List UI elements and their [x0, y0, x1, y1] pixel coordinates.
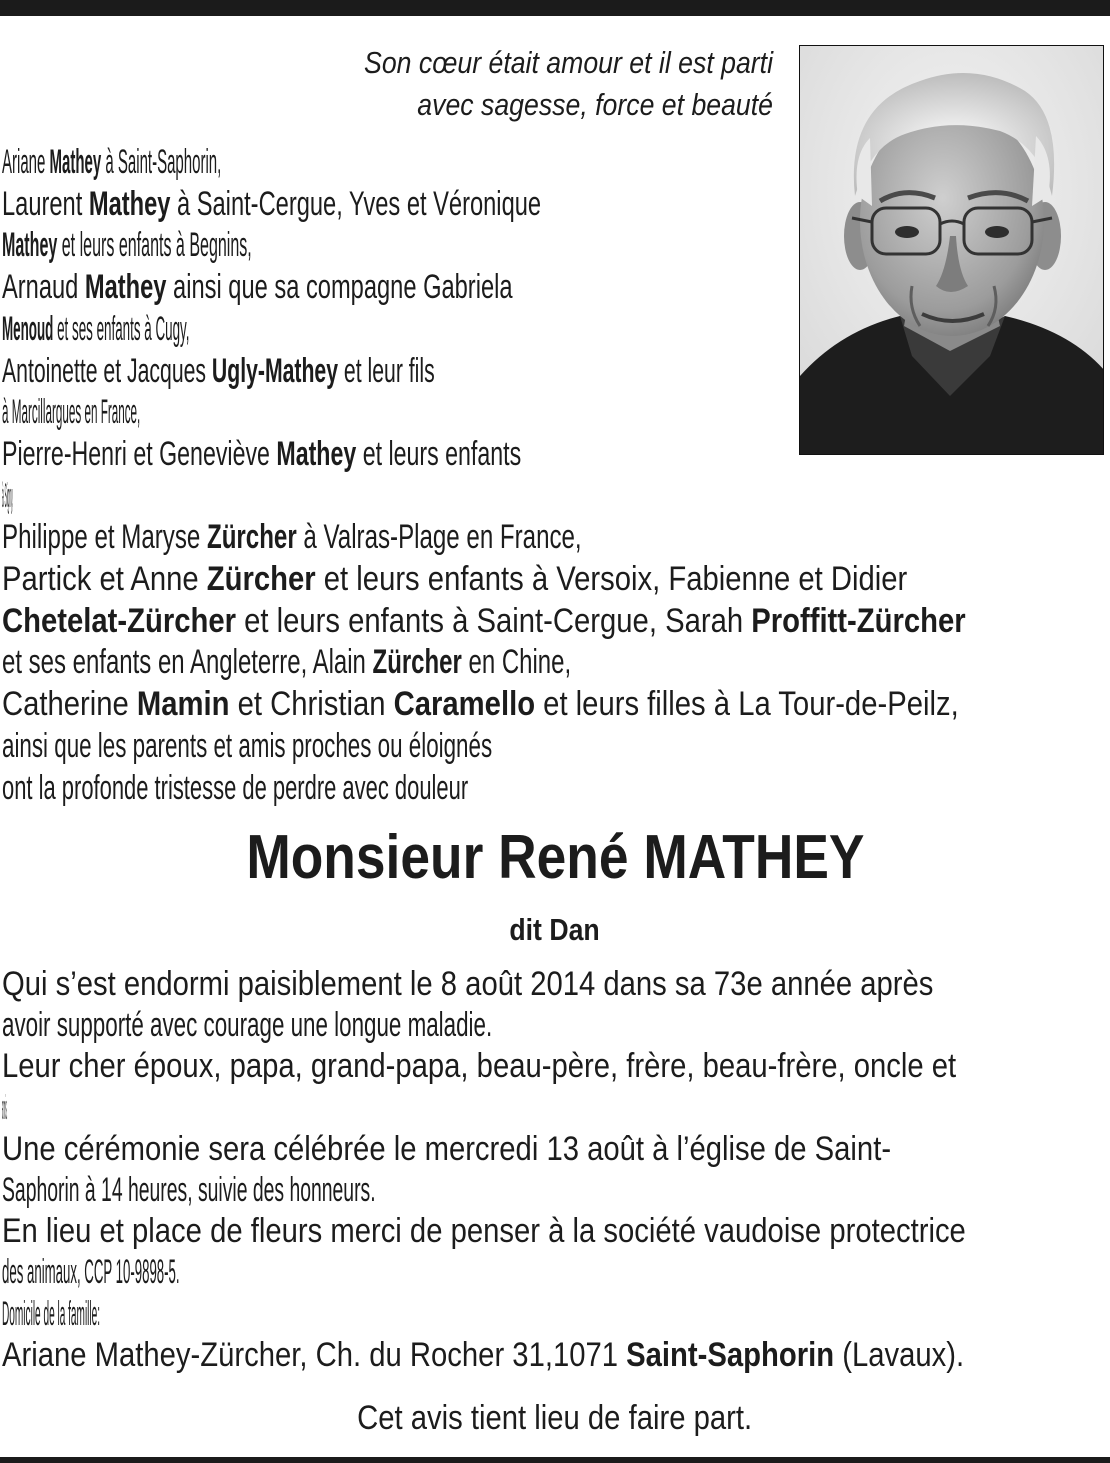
surname-text: Mathey: [49, 143, 102, 181]
surname-text: Mamin: [136, 685, 230, 724]
family-line: [2, 392, 382, 434]
body-line: [2, 1046, 957, 1087]
surname-text: Mathey: [2, 226, 58, 265]
surname-text: Menoud: [2, 309, 54, 348]
line-text: des animaux, CCP 10-9898-5.: [2, 1253, 180, 1292]
family-line: [2, 351, 692, 393]
surname-text: Ugly-Mathey: [211, 351, 339, 390]
family-line: [2, 225, 524, 267]
surname-text: Mathey: [84, 268, 167, 307]
surname-text: Mathey: [88, 184, 171, 223]
line-text: et leurs enfants à Saint-Cergue, Sarah: [235, 601, 752, 640]
closing-note-text: Cet avis tient lieu de faire part.: [357, 1399, 753, 1437]
line-text: et ses enfants en Angleterre, Alain: [2, 643, 373, 682]
family-line: [2, 726, 730, 768]
body-line: [2, 1335, 965, 1376]
line-text: Leur cher époux, papa, grand-papa, beau-père, frère, beau-frère, oncle et: [2, 1047, 957, 1086]
line-text: à Valras-Plage en France,: [296, 518, 582, 557]
nickname-text: dit Dan: [509, 912, 601, 947]
line-text: Philippe et Maryse: [2, 518, 207, 557]
surname-text: Zürcher: [372, 643, 462, 682]
family-line: [2, 517, 786, 559]
line-text: Une cérémonie sera célébrée le mercredi 13 août à l’église de Saint-: [2, 1129, 892, 1168]
line-text: En lieu et place de fleurs merci de penser à la société vaudoise protectrice: [2, 1212, 966, 1251]
family-line: [2, 768, 716, 810]
body-line: [2, 1252, 432, 1293]
family-line: [2, 267, 772, 309]
line-text: à Signy,: [2, 476, 14, 515]
line-text: Ariane Mathey-Zürcher, Ch. du Rocher 31,1071: [2, 1335, 627, 1374]
line-text: ont la profonde tristesse de perdre avec douleur: [2, 768, 469, 807]
nickname: [0, 910, 1110, 950]
body-line: [2, 1294, 330, 1335]
surname-text: Zürcher: [206, 560, 316, 599]
line-text: et leurs enfants à Begnins,: [57, 226, 252, 265]
announcement-body: [2, 964, 1108, 1376]
top-rule: [0, 0, 1110, 16]
family-line: [2, 684, 959, 726]
line-text: à Saint-Saphorin,: [101, 143, 222, 181]
line-text: et leurs filles à La Tour-de-Peilz,: [535, 685, 959, 724]
line-text: amis.: [2, 1088, 8, 1127]
family-line: [2, 601, 966, 643]
closing-note: [0, 1397, 1110, 1439]
surname-text: Caramello: [393, 685, 536, 724]
line-text: Arnaud: [2, 268, 85, 307]
family-line: [2, 434, 756, 476]
body-line: [2, 1005, 730, 1046]
body-line: [2, 1088, 74, 1129]
line-text: Ariane: [2, 143, 50, 181]
line-text: Domicile de la famille:: [2, 1294, 101, 1333]
line-text: ainsi que sa compagne Gabriela: [166, 268, 513, 307]
deceased-name: [0, 822, 1110, 894]
surname-text: Chetelat-Zürcher: [2, 601, 236, 640]
line-text: ainsi que les parents et amis proches ou éloignés: [2, 726, 493, 765]
line-text: Partick et Anne: [2, 560, 207, 599]
body-line: [2, 1211, 966, 1252]
line-text: et leurs enfants: [356, 434, 522, 473]
surname-text: Proffitt-Zürcher: [751, 601, 966, 640]
family-line: [2, 559, 953, 601]
line-text: à Marcillargues en France,: [2, 393, 141, 432]
family-list: [2, 142, 1108, 809]
family-line: [2, 476, 106, 518]
body-line: [2, 1129, 953, 1170]
family-line: [2, 142, 490, 184]
body-line: [2, 964, 953, 1005]
epigraph-line: avec sagesse, force et beauté: [417, 87, 773, 122]
line-text: et leurs enfants à Versoix, Fabienne et Didier: [315, 560, 908, 599]
family-line: [2, 642, 782, 684]
family-line: [2, 309, 438, 351]
line-text: et Christian: [229, 685, 394, 724]
line-text: Saphorin à 14 heures, suivie des honneurs.: [2, 1171, 376, 1210]
body-line: [2, 1170, 632, 1211]
line-text: Antoinette et Jacques: [2, 351, 212, 390]
deceased-name-text: Monsieur René MATHEY: [245, 823, 865, 892]
line-text: Laurent: [2, 184, 89, 223]
surname-text: Mathey: [276, 434, 357, 473]
line-text: en Chine,: [461, 643, 572, 682]
surname-text: Zürcher: [206, 518, 297, 557]
line-text: Catherine: [2, 685, 137, 724]
line-text: Pierre-Henri et Geneviève: [2, 434, 277, 473]
line-text: (Lavaux).: [834, 1335, 965, 1374]
surname-text: Saint-Saphorin: [626, 1335, 835, 1374]
line-text: avoir supporté avec courage une longue maladie.: [2, 1006, 493, 1045]
epigraph-line: Son cœur était amour et il est parti: [364, 45, 773, 80]
line-text: et leur fils: [338, 351, 435, 390]
epigraph: [108, 42, 773, 126]
line-text: à Saint-Cergue, Yves et Véronique: [170, 184, 542, 223]
family-line: [2, 184, 772, 226]
line-text: et ses enfants à Cugy,: [53, 309, 190, 348]
line-text: Qui s’est endormi paisiblement le 8 août 2014 dans sa 73e année après: [2, 965, 934, 1003]
bottom-rule: [0, 1457, 1110, 1463]
